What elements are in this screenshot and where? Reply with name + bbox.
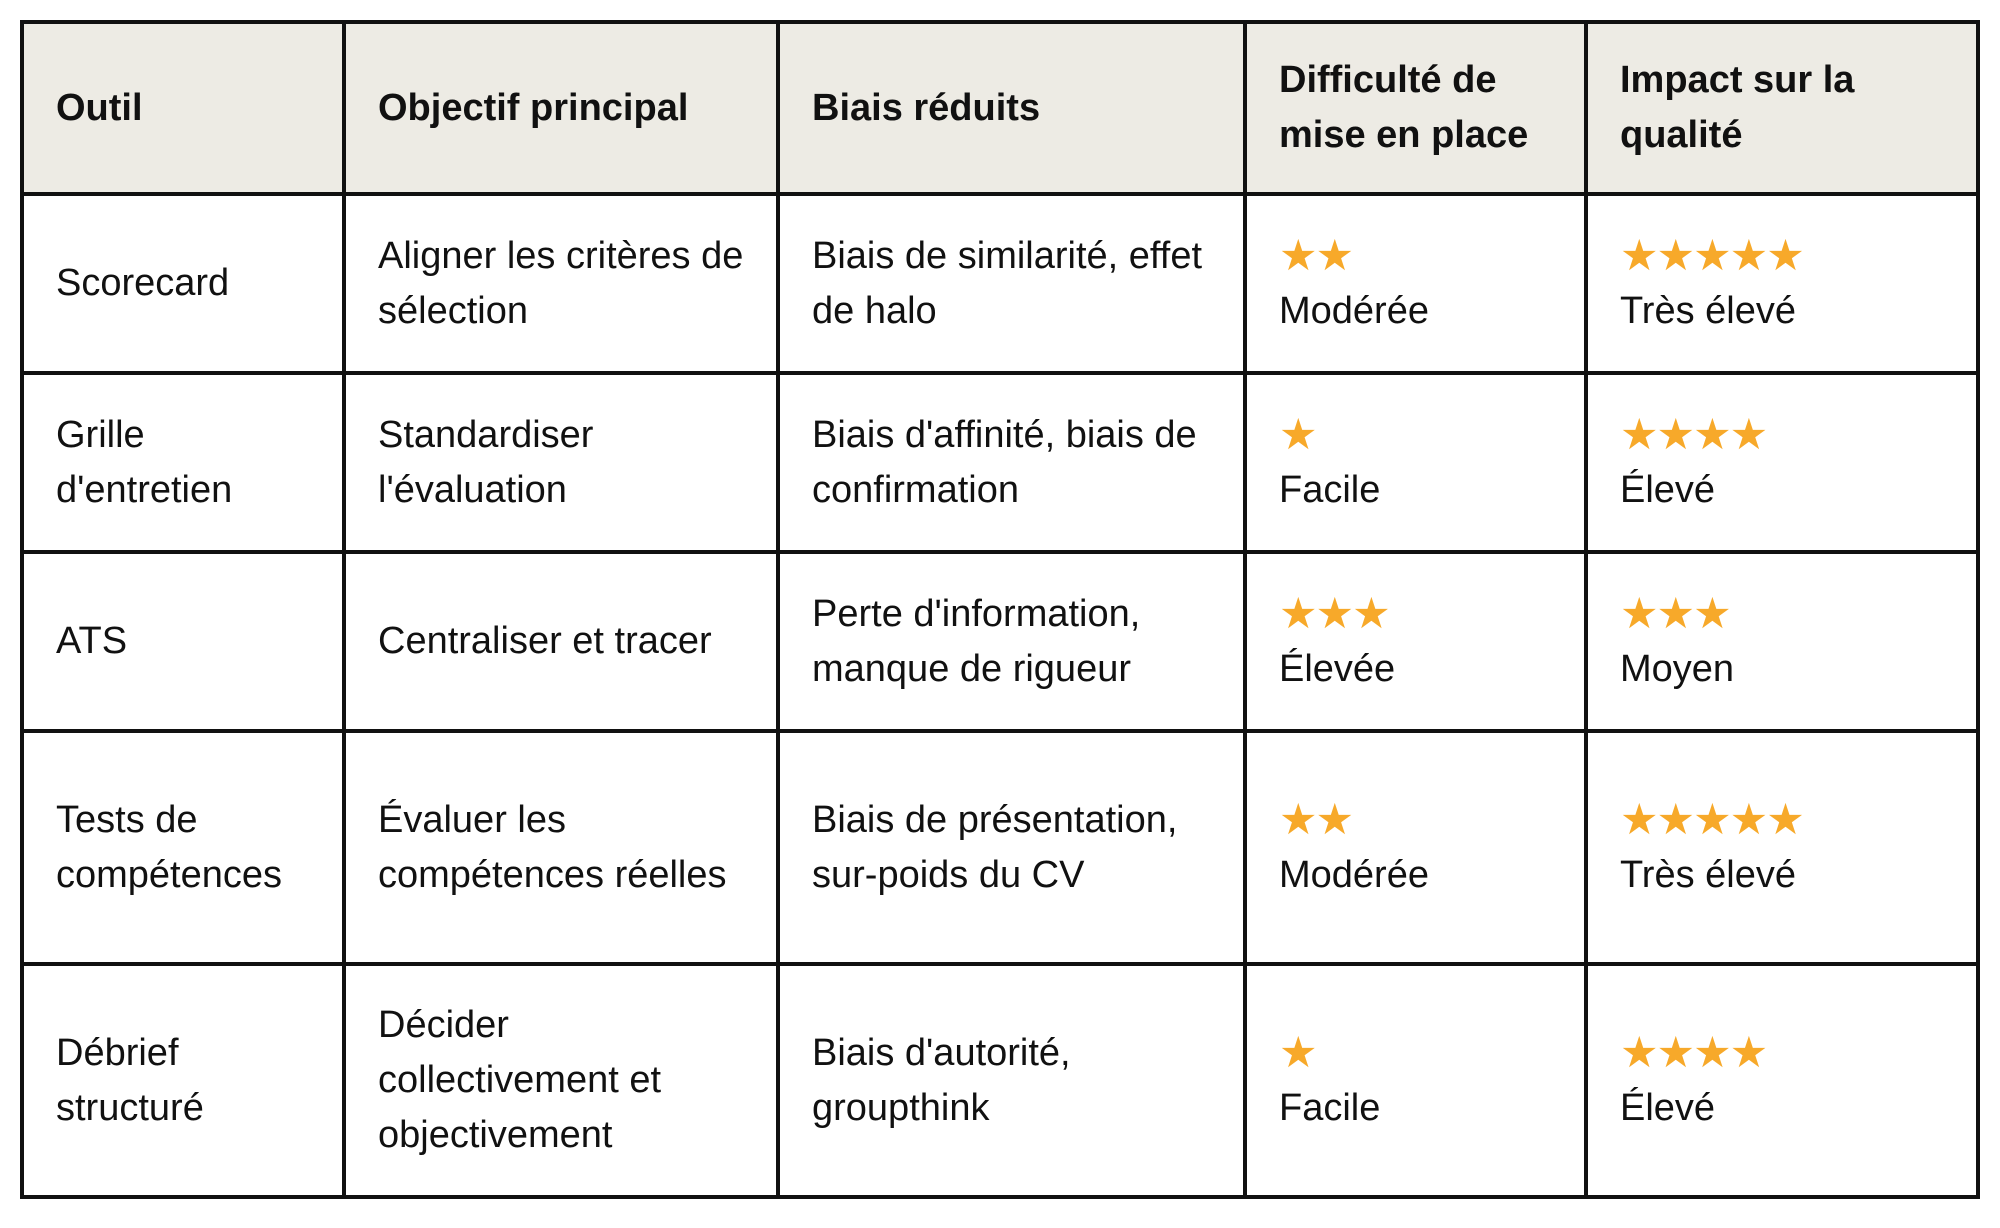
star-icon: ★ bbox=[1279, 409, 1316, 460]
table-row bbox=[22, 194, 1978, 373]
impact-label: Élevé bbox=[1620, 1086, 1716, 1129]
objective-cell: Standardiser l'évaluation bbox=[344, 373, 778, 552]
impact-label: Élevé bbox=[1620, 468, 1716, 511]
tool-name: Débrief structuré bbox=[22, 964, 344, 1197]
impact-cell bbox=[1586, 964, 1978, 1197]
table-row bbox=[22, 731, 1978, 964]
table-row bbox=[22, 552, 1978, 731]
difficulty-label: Modérée bbox=[1279, 289, 1429, 332]
difficulty-cell bbox=[1245, 194, 1586, 373]
difficulty-cell bbox=[1245, 552, 1586, 731]
tool-name: Tests de compétences bbox=[22, 731, 344, 964]
star-icon: ★★ bbox=[1279, 230, 1353, 281]
star-icon: ★★★★★ bbox=[1620, 230, 1803, 281]
objective-cell: Centraliser et tracer bbox=[344, 552, 778, 731]
star-icon: ★★★★★ bbox=[1620, 794, 1803, 845]
star-icon: ★★★★ bbox=[1620, 1027, 1767, 1078]
objective-cell: Décider collectivement et objectivement bbox=[344, 964, 778, 1197]
difficulty-label: Facile bbox=[1279, 468, 1381, 511]
star-icon: ★★★ bbox=[1620, 588, 1730, 639]
difficulty-label: Élevée bbox=[1279, 647, 1396, 690]
table-row bbox=[22, 373, 1978, 552]
header-outil: Outil bbox=[22, 22, 344, 194]
difficulty-cell bbox=[1245, 731, 1586, 964]
difficulty-cell bbox=[1245, 964, 1586, 1197]
objective-cell: Aligner les critères de sélection bbox=[344, 194, 778, 373]
impact-label: Très élevé bbox=[1620, 289, 1796, 332]
impact-cell bbox=[1586, 552, 1978, 731]
impact-label: Moyen bbox=[1620, 647, 1735, 690]
biases-cell: Biais de similarité, effet de halo bbox=[778, 194, 1245, 373]
impact-cell bbox=[1586, 194, 1978, 373]
tool-name: ATS bbox=[22, 552, 344, 731]
star-icon: ★★★★ bbox=[1620, 409, 1767, 460]
objective-cell: Évaluer les compétences réelles bbox=[344, 731, 778, 964]
table-row bbox=[22, 964, 1978, 1197]
biases-cell: Biais de présentation, sur-poids du CV bbox=[778, 731, 1245, 964]
star-icon: ★★★ bbox=[1279, 588, 1389, 639]
header-objectif-principal: Objectif principal bbox=[344, 22, 778, 194]
comparison-table-container bbox=[20, 20, 1980, 1199]
star-icon: ★★ bbox=[1279, 794, 1353, 845]
difficulty-label: Modérée bbox=[1279, 853, 1429, 896]
table-header-row bbox=[22, 22, 1978, 194]
impact-cell bbox=[1586, 373, 1978, 552]
biases-cell: Perte d'information, manque de rigueur bbox=[778, 552, 1245, 731]
tool-name: Grille d'entretien bbox=[22, 373, 344, 552]
header-biais-reduits: Biais réduits bbox=[778, 22, 1245, 194]
tool-name: Scorecard bbox=[22, 194, 344, 373]
impact-cell bbox=[1586, 731, 1978, 964]
header-impact: Impact sur la qualité bbox=[1586, 22, 1978, 194]
biases-cell: Biais d'affinité, biais de confirmation bbox=[778, 373, 1245, 552]
header-difficulte: Difficulté de mise en place bbox=[1245, 22, 1586, 194]
biases-cell: Biais d'autorité, groupthink bbox=[778, 964, 1245, 1197]
difficulty-label: Facile bbox=[1279, 1086, 1381, 1129]
star-icon: ★ bbox=[1279, 1027, 1316, 1078]
difficulty-cell bbox=[1245, 373, 1586, 552]
impact-label: Très élevé bbox=[1620, 853, 1796, 896]
tools-comparison-table bbox=[20, 20, 1980, 1199]
